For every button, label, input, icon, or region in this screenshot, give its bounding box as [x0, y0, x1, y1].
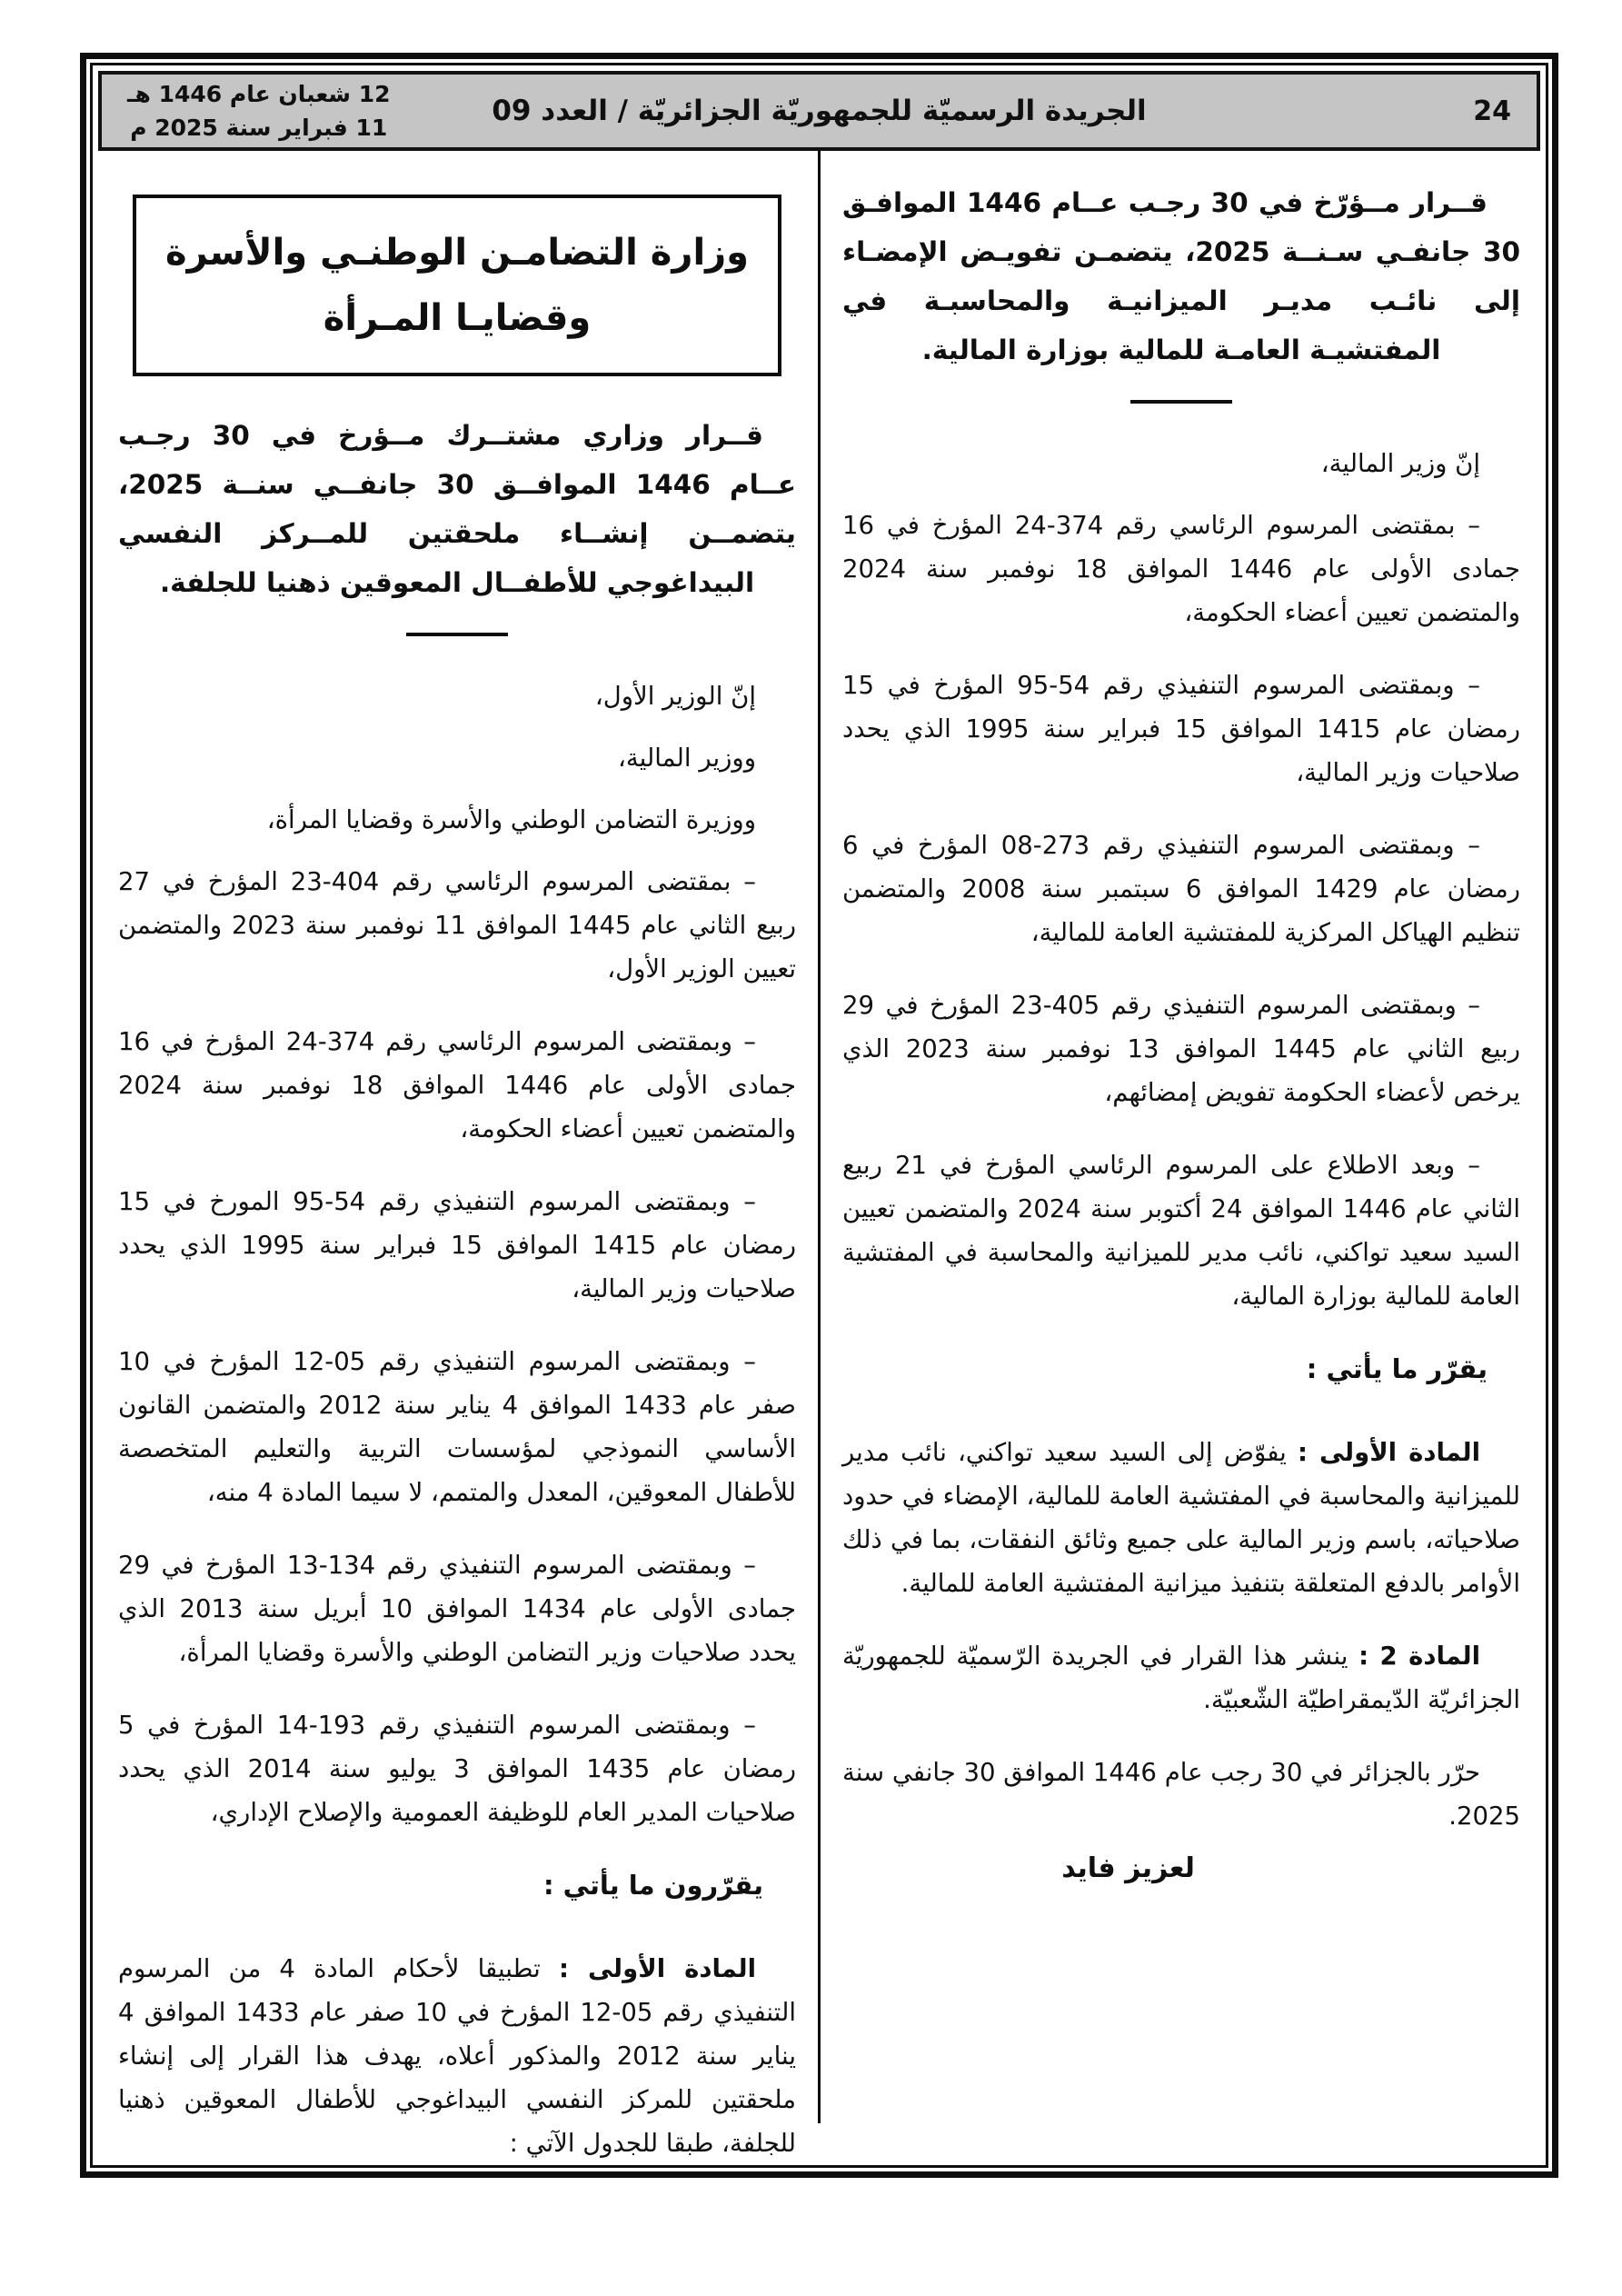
gregorian-date: 11 فبراير سنة 2025 م [130, 115, 388, 141]
page-content [93, 151, 1546, 2165]
visa-paragraph: – وبمقتضى المرسوم التنفيذي رقم 134-13 المؤرخ في 29 جمادى الأولى عام 1434 الموافق 10 أبريل سنة 2013 الذي يحدد صلاحيات وزير التضامن الوطني والأسرة وقضايا المرأة، [118, 1551, 796, 1667]
article-paragraph [842, 1634, 1520, 1722]
visa-paragraph: – وبمقتضى المرسوم التنفيذي رقم 54-95 المورخ في 15 رمضان عام 1415 الموافق 15 فبراير سنة 1995 الذي يحدد صلاحيات وزير المالية، [118, 1187, 796, 1303]
visa-paragraph: – بمقتضى المرسوم الرئاسي رقم 404-23 المؤرخ في 27 ربيع الثاني عام 1445 الموافق 11 نوفمبر سنة 2023 والمتضمن تعيين الوزير الأول، [118, 867, 797, 983]
article-text: تطبيقا لأحكام المادة 4 من المرسوم التنفيذي رقم 05-12 المؤرخ في 10 صفر عام 1433 الموافق 4 يناير سنة 2012 والمذكور أعلاه، يهدف هذا القرار إلى إنشاء ملحقتين للمركز النفسي البيداغوجي للأطفال المعوقين ذهنيا للجلفة، طبقا للجدول الآتي : [118, 1954, 797, 2158]
article-lead: المادة 2 : [1358, 1642, 1480, 1671]
visa-paragraph: – وبمقتضى المرسوم التنفيذي رقم 405-23 المؤرخ في 29 ربيع الثاني عام 1445 الموافق 13 نوفمبر سنة 2023 الذي يرخص لأعضاء الحكومة تفويض إمضائهم، [842, 991, 1520, 1107]
section-rule [406, 633, 508, 636]
decree-formula: يقرّر ما يأتي : [1306, 1353, 1488, 1384]
page-frame-inner [90, 63, 1548, 2168]
journal-title: الجريدة الرسميّة للجمهوريّة الجزائريّة / العدد 09 [492, 95, 1147, 127]
visa-paragraph: – وبمقتضى المرسوم التنفيذي رقم 05-12 المؤرخ في 10 صفر عام 1433 الموافق 4 يناير سنة 2012 والمتضمن القانون الأساسي النموذجي لمؤسسات التربية والتعليم المتخصصة للأطفال المعوقين، المعدل والمتمم، لا سيما المادة 4 منه، [118, 1347, 797, 1507]
visa-paragraph: – وبمقتضى المرسوم التنفيذي رقم 193-14 المؤرخ في 5 رمضان عام 1435 الموافق 3 يوليو سنة 2014 الذي يحدد صلاحيات المدير العام للوظيفة العمومية والإصلاح الإداري، [118, 1711, 797, 1827]
masthead-dates [127, 77, 391, 145]
article-signature-delegation [821, 151, 1538, 2165]
article-text: يفوّض إلى السيد سعيد تواكني، نائب مدير للميزانية والمحاسبة في المفتشية العامة للمالية، الإمضاء في حدود صلاحياته، باسم وزير المالية على جميع وثائق النفقات، بما في ذلك الأوامر بالدفع المتعلقة بتنفيذ ميزانية المفتشية العامة للمالية. [842, 1438, 1520, 1598]
visa-paragraph: – وبمقتضى المرسوم التنفيذي رقم 273-08 المؤرخ في 6 رمضان عام 1429 الموافق 6 سبتمبر سنة 2008 والمتضمن تنظيم الهياكل المركزية للمفتشية العامة للمالية، [842, 831, 1520, 947]
signatory-name: لعزيز فايد [1061, 1852, 1195, 1884]
article-paragraph [842, 1431, 1520, 1605]
decree-intro: إنّ الوزير الأول، [594, 682, 756, 711]
article-lead: المادة الأولى : [1297, 1438, 1480, 1467]
visa-paragraph: – وبمقتضى المرسوم الرئاسي رقم 374-24 المؤرخ في 16 جمادى الأولى عام 1446 الموافق 18 نوفمبر سنة 2024 والمتضمن تعيين أعضاء الحكومة، [118, 1027, 796, 1143]
decree-intro: ووزير المالية، [617, 744, 756, 773]
article-lead: المادة الأولى : [558, 1954, 756, 1983]
column-divider [818, 151, 821, 2123]
ministry-title-box [133, 195, 781, 376]
ministry-title-line: وزارة التضامـن الوطنـي والأسرة [164, 232, 750, 274]
decree-formula: يقرّرون ما يأتي : [542, 1870, 763, 1901]
article-paragraph [118, 1947, 796, 2165]
decree-heading: قــرار مــؤرّخ في 30 رجـب عــام 1446 الموافـق 30 جانفـي سـنــة 2025، يتضمـن تفويـض الإمضـاء إلى نائـب مديـر الميزانيـة والمحاسبـة في المفتشيـة العامـة للمالية بوزارة المالية. [842, 187, 1520, 365]
page-number: 24 [1473, 95, 1511, 127]
visa-paragraph: – وبمقتضى المرسوم التنفيذي رقم 54-95 المؤرخ في 15 رمضان عام 1415 الموافق 15 فبراير سنة 1995 الذي يحدد صلاحيات وزير المالية، [842, 671, 1520, 787]
masthead [98, 71, 1540, 151]
article-text: ينشر هذا القرار في الجريدة الرّسميّة للجمهوريّة الجزائريّة الدّيمقراطيّة الشّعبيّة. [842, 1642, 1520, 1714]
visa-paragraph: – بمقتضى المرسوم الرئاسي رقم 374-24 المؤرخ في 16 جمادى الأولى عام 1446 الموافق 18 نوفمبر سنة 2024 والمتضمن تعيين أعضاء الحكومة، [842, 511, 1520, 627]
section-rule [1130, 400, 1232, 404]
decree-intro: ووزيرة التضامن الوطني والأسرة وقضايا المرأة، [266, 805, 756, 834]
ministry-title-line: وقضايـا المـرأة [323, 297, 592, 339]
decree-intro: إنّ وزير المالية، [1320, 449, 1480, 478]
page-frame [80, 53, 1558, 2178]
decree-heading: قــرار وزاري مشتــرك مــؤرخ في 30 رجـب عــام 1446 الموافــق 30 جانفــي سنــة 2025، يتضمــن إنشــاء ملحقتين للمــركز النفسي البيداغوجي للأطفــال المعوقين ذهنيا للجلفة. [118, 420, 796, 598]
hijri-date: 12 شعبان عام 1446 هـ [127, 81, 391, 107]
signed-at: حرّر بالجزائر في 30 رجب عام 1446 الموافق 30 جانفي سنة 2025. [842, 1758, 1520, 1831]
article-annex-creation [100, 151, 818, 2165]
visa-paragraph: – وبعد الاطلاع على المرسوم الرئاسي المؤرخ في 21 ربيع الثاني عام 1446 الموافق 24 أكتوبر سنة 2024 والمتضمن تعيين السيد سعيد تواكني، نائب مدير للميزانية والمحاسبة في المفتشية العامة للمالية بوزارة المالية، [842, 1151, 1521, 1311]
